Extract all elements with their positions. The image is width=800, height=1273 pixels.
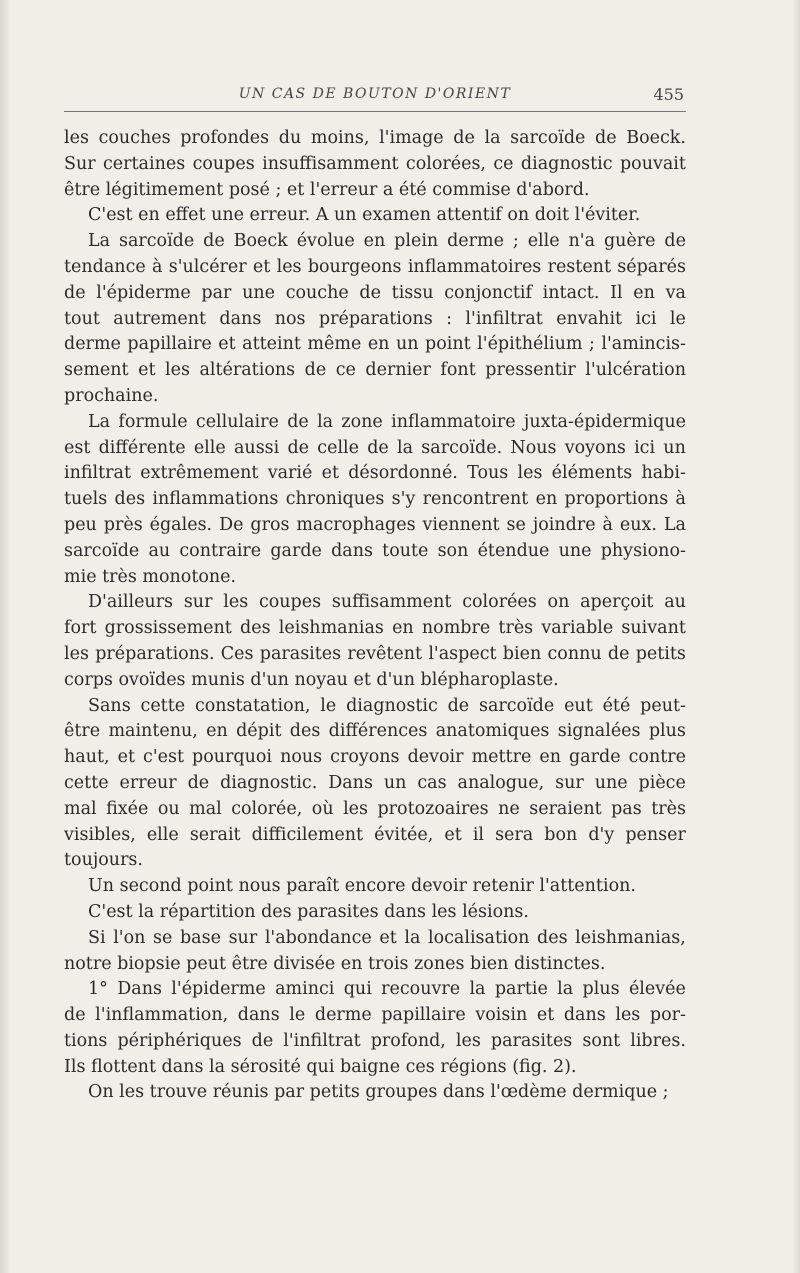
text-line: haut, et c'est pourquoi nous croyons devoir mettre en garde contre: [64, 747, 686, 768]
text-line: Sans cette constatation, le diagnostic de sarcoïde eut été peut-: [88, 695, 686, 716]
text-line: C'est la répartition des parasites dans les lésions.: [88, 901, 529, 922]
text-line: derme papillaire et atteint même en un point l'épithélium ; l'amincis-: [64, 334, 686, 355]
running-title: UN CAS DE BOUTON D'ORIENT: [238, 86, 512, 102]
text-line: Si l'on se base sur l'abondance et la localisation des leishmanias,: [88, 927, 686, 948]
body-text: [64, 126, 686, 1106]
text-line: infiltrat extrêmement varié et désordonné. Tous les éléments habi-: [64, 463, 686, 484]
running-header: [64, 84, 686, 110]
text-line: C'est en effet une erreur. A un examen attentif on doit l'éviter.: [88, 205, 641, 226]
text-line: tout autrement dans nos préparations : l'infiltrat envahit ici le: [64, 308, 686, 329]
page-left-edge-shadow: [0, 0, 10, 1273]
text-line: sement et les altérations de ce dernier font pressentir l'ulcération: [64, 360, 686, 381]
text-line: prochaine.: [64, 385, 159, 406]
header-rule: [64, 111, 686, 112]
text-line: La formule cellulaire de la zone inflammatoire juxta-épidermique: [88, 411, 686, 432]
text-line: Ils flottent dans la sérosité qui baigne ces régions (fig. 2).: [64, 1056, 577, 1077]
text-line: fort grossissement des leishmanias en nombre très variable suivant: [64, 618, 686, 639]
text-line: D'ailleurs sur les coupes suffisamment colorées on aperçoit au: [88, 592, 686, 613]
text-line: est différente elle aussi de celle de la sarcoïde. Nous voyons ici un: [64, 437, 686, 458]
text-line: de l'épiderme par une couche de tissu conjonctif intact. Il en va: [64, 282, 686, 303]
text-line: les couches profondes du moins, l'image de la sarcoïde de Boeck.: [64, 128, 686, 148]
page-number: 455: [653, 85, 684, 104]
text-line: notre biopsie peut être divisée en trois zones bien distinctes.: [64, 953, 606, 974]
text-line: Un second point nous paraît encore devoir retenir l'attention.: [88, 876, 636, 897]
text-line: Sur certaines coupes insuffisamment colorées, ce diagnostic pouvait: [64, 153, 686, 174]
text-line: tuels des inflammations chroniques s'y rencontrent en proportions à: [64, 489, 686, 510]
text-line: tendance à s'ulcérer et les bourgeons inflammatoires restent séparés: [64, 256, 686, 277]
text-line: mal fixée ou mal colorée, où les protozoaires ne seraient pas très: [64, 798, 686, 819]
text-line: 1° Dans l'épiderme aminci qui recouvre la partie la plus élevée: [88, 979, 686, 1000]
text-line: mie très monotone.: [64, 566, 237, 587]
text-line: sarcoïde au contraire garde dans toute son étendue une physiono-: [64, 540, 686, 561]
text-line: peu près égales. De gros macrophages viennent se joindre à eux. La: [64, 514, 686, 535]
page-right-edge-shadow: [792, 0, 800, 1273]
text-line: toujours.: [64, 850, 143, 871]
text-line: les préparations. Ces parasites revêtent l'aspect bien connu de petits: [64, 643, 686, 664]
text-line: corps ovoïdes munis d'un noyau et d'un blépharoplaste.: [64, 669, 559, 690]
text-line: tions périphériques de l'infiltrat profond, les parasites sont libres.: [64, 1030, 686, 1051]
text-line: visibles, elle serait difficilement évitée, et il sera bon d'y penser: [64, 824, 686, 845]
text-line: de l'inflammation, dans le derme papillaire voisin et dans les por-: [64, 1005, 686, 1026]
text-line: On les trouve réunis par petits groupes dans l'œdème dermique ;: [88, 1082, 669, 1103]
text-line: être légitimement posé ; et l'erreur a été commise d'abord.: [64, 179, 590, 200]
text-line: cette erreur de diagnostic. Dans un cas analogue, sur une pièce: [64, 772, 686, 793]
text-line: La sarcoïde de Boeck évolue en plein derme ; elle n'a guère de: [88, 231, 686, 252]
text-line: être maintenu, en dépit des différences anatomiques signalées plus: [64, 721, 686, 742]
